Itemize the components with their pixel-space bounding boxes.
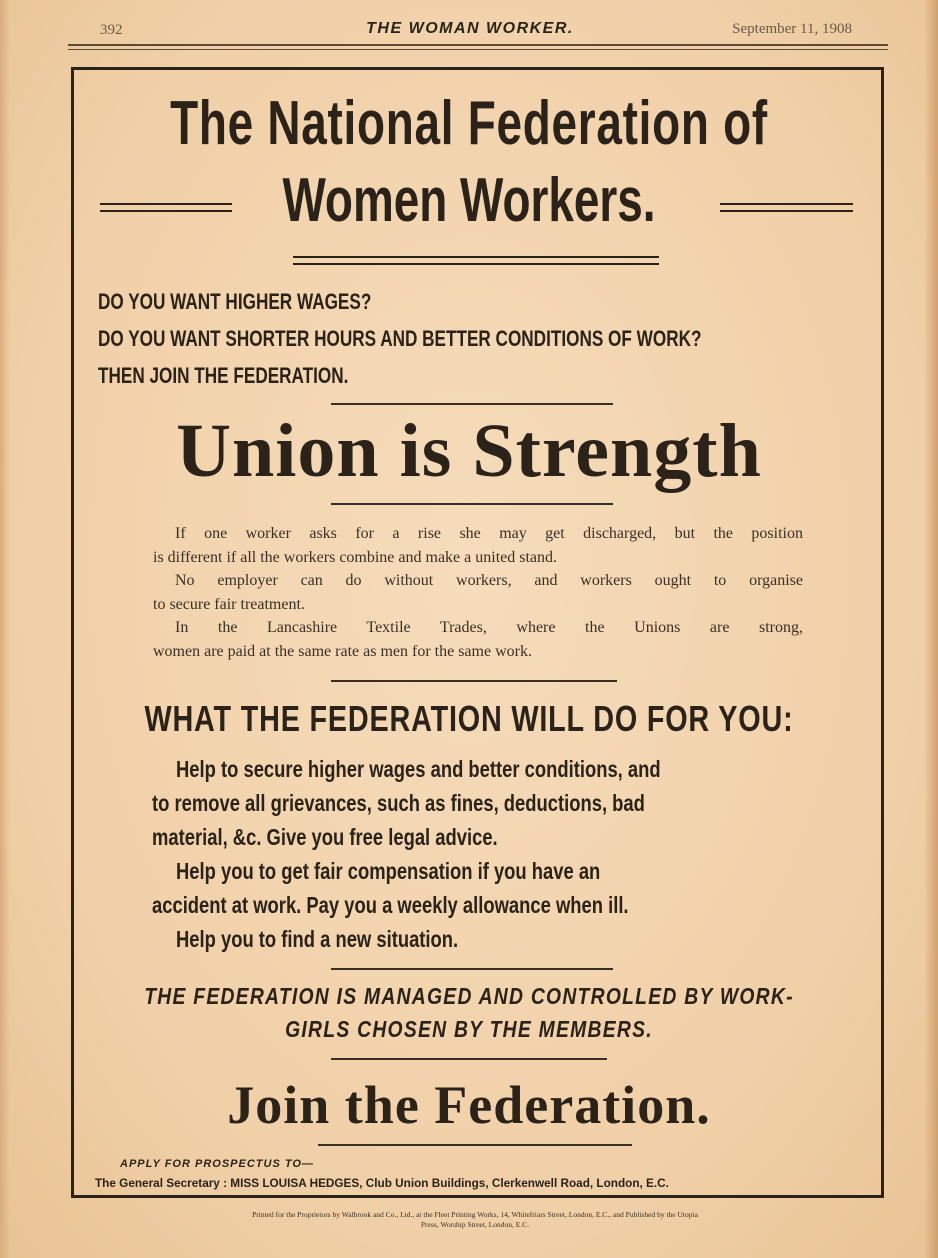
management-line: GIRLS CHOSEN BY THE MEMBERS. — [285, 1016, 653, 1042]
benefits-list — [152, 752, 802, 956]
title-ornament-right — [720, 203, 853, 212]
imprint-line: Printed for the Proprietors by Walbrook and Co., Ltd., at the Fleet Printing Works, 14, Whitefriars Street, London, E.C., and Published by the Utopia — [252, 1210, 698, 1219]
apply-label: APPLY FOR PROSPECTUS TO— — [120, 1158, 314, 1170]
section-rule — [318, 1144, 632, 1146]
section-rule — [331, 680, 617, 682]
slogan-rule-bottom — [331, 503, 613, 505]
masthead — [70, 18, 870, 44]
masthead-rule-thin — [68, 49, 888, 50]
benefit-line: to remove all grievances, such as fines, deductions, bad — [152, 790, 645, 816]
slogan-rule-top — [331, 403, 613, 405]
contact-address: The General Secretary : MISS LOUISA HEDGES, Club Union Buildings, Clerkenwell Road, London, E.C. — [95, 1176, 669, 1190]
page-number: 392 — [100, 22, 123, 38]
section-rule — [331, 968, 613, 970]
paragraph-line: to secure fair treatment. — [153, 595, 305, 613]
printer-imprint — [80, 1210, 870, 1230]
paragraph-line: is different if all the workers combine and make a united stand. — [153, 548, 558, 566]
page-edge-shadow-left — [0, 0, 10, 1258]
explanatory-paragraph — [153, 522, 803, 663]
title-line-2: Women Workers. — [282, 166, 656, 235]
questions-block — [98, 283, 878, 394]
benefit-line: Help to secure higher wages and better conditions, and — [176, 756, 661, 782]
issue-date: September 11, 1908 — [732, 21, 852, 37]
benefit-line: accident at work. Pay you a weekly allowance when ill. — [152, 892, 629, 918]
question-line: DO YOU WANT HIGHER WAGES? — [98, 289, 372, 314]
paragraph-line: women are paid at the same rate as men for the same work. — [153, 642, 532, 660]
slogan: Union is Strength — [176, 409, 762, 493]
management-line: THE FEDERATION IS MANAGED AND CONTROLLED BY WORK- — [144, 983, 794, 1009]
benefit-line: material, &c. Give you free legal advice. — [152, 824, 498, 850]
paragraph-line: No employer can do without workers, and workers ought to organise — [175, 572, 803, 589]
call-to-action: Join the Federation. — [227, 1075, 711, 1135]
benefits-heading: WHAT THE FEDERATION WILL DO FOR YOU: — [144, 698, 794, 739]
title-line-1: The National Federation of — [170, 89, 768, 158]
page-edge-shadow-right — [924, 0, 938, 1258]
question-line: DO YOU WANT SHORTER HOURS AND BETTER CONDITIONS OF WORK? — [98, 326, 702, 351]
section-rule — [331, 1058, 607, 1060]
benefit-line: Help you to get fair compensation if you have an — [176, 858, 601, 884]
benefit-line: Help you to find a new situation. — [176, 926, 459, 952]
masthead-rule — [68, 44, 888, 46]
paragraph-line: In the Lancashire Textile Trades, where the Unions are strong, — [175, 619, 803, 636]
publication-title: THE WOMAN WORKER. — [366, 20, 574, 37]
title-divider — [293, 256, 659, 265]
management-statement — [0, 980, 938, 1046]
paragraph-line: If one worker asks for a rise she may get discharged, but the position — [175, 525, 803, 542]
imprint-line: Press, Worship Street, London, E.C. — [420, 1220, 530, 1229]
question-line: THEN JOIN THE FEDERATION. — [98, 363, 349, 388]
